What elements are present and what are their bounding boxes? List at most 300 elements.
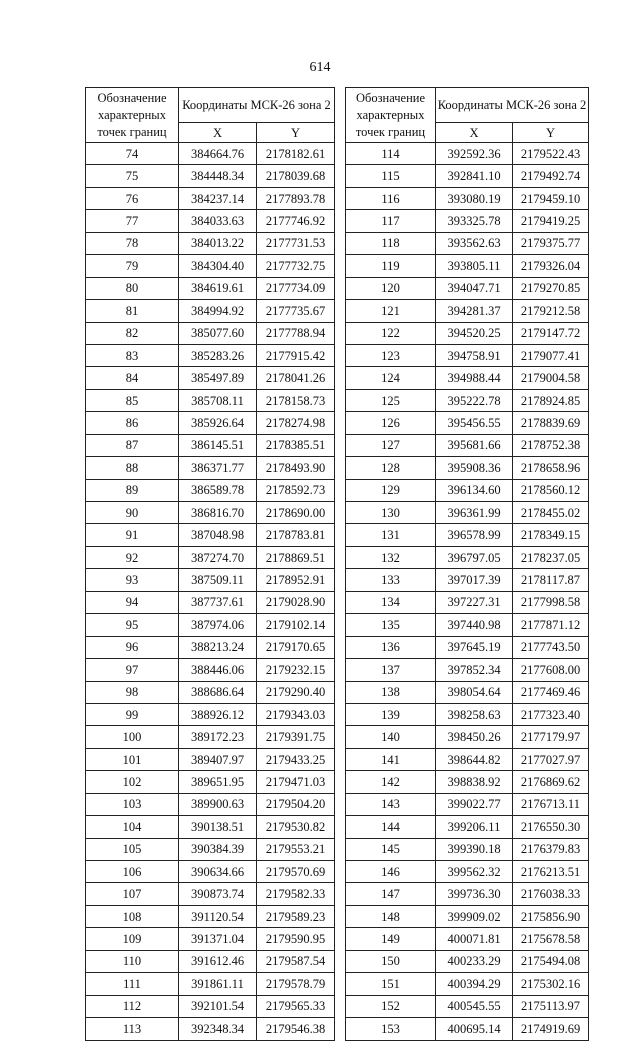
table-row	[86, 883, 335, 905]
y-coordinate-cell: 2176213.51	[513, 861, 589, 883]
point-number-cell: 111	[86, 973, 179, 995]
y-coordinate-cell: 2175678.58	[513, 928, 589, 950]
x-coordinate-cell: 393080.19	[436, 187, 513, 209]
y-coordinate-cell: 2177893.78	[257, 187, 335, 209]
table-row	[86, 389, 335, 411]
table-row	[86, 995, 335, 1017]
y-coordinate-cell: 2176379.83	[513, 838, 589, 860]
table-row	[86, 479, 335, 501]
x-coordinate-cell: 388213.24	[179, 636, 257, 658]
point-number-cell: 113	[86, 1018, 179, 1040]
y-coordinate-cell: 2177323.40	[513, 703, 589, 725]
x-coordinate-cell: 384237.14	[179, 187, 257, 209]
y-coordinate-cell: 2177743.50	[513, 636, 589, 658]
point-number-cell: 144	[346, 816, 436, 838]
table-row	[86, 1018, 335, 1040]
point-number-cell: 127	[346, 434, 436, 456]
y-coordinate-cell: 2174919.69	[513, 1018, 589, 1040]
x-coordinate-cell: 385926.64	[179, 412, 257, 434]
point-number-cell: 83	[86, 344, 179, 366]
x-coordinate-cell: 384619.61	[179, 277, 257, 299]
y-coordinate-cell: 2178839.69	[513, 412, 589, 434]
x-coordinate-cell: 384304.40	[179, 255, 257, 277]
point-number-cell: 91	[86, 524, 179, 546]
x-coordinate-cell: 400233.29	[436, 950, 513, 972]
x-coordinate-cell: 395222.78	[436, 389, 513, 411]
y-coordinate-cell: 2177179.97	[513, 726, 589, 748]
x-coordinate-cell: 385497.89	[179, 367, 257, 389]
point-number-cell: 130	[346, 502, 436, 524]
point-number-cell: 126	[346, 412, 436, 434]
x-coordinate-cell: 390138.51	[179, 816, 257, 838]
table-row	[86, 950, 335, 972]
y-header: Y	[257, 123, 335, 143]
y-coordinate-cell: 2176038.33	[513, 883, 589, 905]
table-row	[346, 344, 589, 366]
y-coordinate-cell: 2179270.85	[513, 277, 589, 299]
y-coordinate-cell: 2178924.85	[513, 389, 589, 411]
x-coordinate-cell: 388926.12	[179, 703, 257, 725]
table-row	[86, 187, 335, 209]
point-number-cell: 112	[86, 995, 179, 1017]
x-coordinate-cell: 392348.34	[179, 1018, 257, 1040]
point-number-cell: 125	[346, 389, 436, 411]
table-row	[346, 614, 589, 636]
table-row	[346, 905, 589, 927]
point-label-header: Обозначение характерных точек границ	[86, 88, 179, 143]
table-row	[346, 1018, 589, 1040]
coords-title-header: Координаты МСК-26 зона 2	[436, 88, 589, 123]
table-row	[86, 300, 335, 322]
table-row	[346, 232, 589, 254]
y-coordinate-cell: 2179147.72	[513, 322, 589, 344]
table-row	[86, 838, 335, 860]
x-coordinate-cell: 390634.66	[179, 861, 257, 883]
point-number-cell: 82	[86, 322, 179, 344]
table-row	[346, 591, 589, 613]
table-row	[346, 883, 589, 905]
x-coordinate-cell: 397440.98	[436, 614, 513, 636]
table-row	[86, 322, 335, 344]
table-row	[346, 165, 589, 187]
point-number-cell: 95	[86, 614, 179, 636]
coordinates-table-left	[85, 87, 335, 1041]
point-number-cell: 148	[346, 905, 436, 927]
table-row	[346, 703, 589, 725]
x-coordinate-cell: 398450.26	[436, 726, 513, 748]
y-coordinate-cell: 2178455.02	[513, 502, 589, 524]
y-coordinate-cell: 2179471.03	[257, 771, 335, 793]
y-coordinate-cell: 2178592.73	[257, 479, 335, 501]
table-row	[86, 928, 335, 950]
y-coordinate-cell: 2179590.95	[257, 928, 335, 950]
y-coordinate-cell: 2179589.23	[257, 905, 335, 927]
table-row	[346, 143, 589, 165]
y-coordinate-cell: 2178158.73	[257, 389, 335, 411]
y-coordinate-cell: 2179553.21	[257, 838, 335, 860]
x-coordinate-cell: 384033.63	[179, 210, 257, 232]
y-coordinate-cell: 2177027.97	[513, 748, 589, 770]
point-number-cell: 119	[346, 255, 436, 277]
y-coordinate-cell: 2179170.65	[257, 636, 335, 658]
x-coordinate-cell: 394281.37	[436, 300, 513, 322]
y-coordinate-cell: 2179232.15	[257, 659, 335, 681]
y-coordinate-cell: 2179530.82	[257, 816, 335, 838]
point-number-cell: 77	[86, 210, 179, 232]
table-row	[346, 569, 589, 591]
point-number-cell: 101	[86, 748, 179, 770]
x-coordinate-cell: 385077.60	[179, 322, 257, 344]
x-header: X	[179, 123, 257, 143]
x-coordinate-cell: 387048.98	[179, 524, 257, 546]
x-coordinate-cell: 389900.63	[179, 793, 257, 815]
y-coordinate-cell: 2176713.11	[513, 793, 589, 815]
x-coordinate-cell: 391612.46	[179, 950, 257, 972]
point-number-cell: 94	[86, 591, 179, 613]
point-number-cell: 141	[346, 748, 436, 770]
point-number-cell: 102	[86, 771, 179, 793]
x-coordinate-cell: 390873.74	[179, 883, 257, 905]
point-label-header: Обозначение характерных точек границ	[346, 88, 436, 143]
table-row	[346, 726, 589, 748]
x-coordinate-cell: 392101.54	[179, 995, 257, 1017]
point-number-cell: 85	[86, 389, 179, 411]
point-number-cell: 143	[346, 793, 436, 815]
table-row	[346, 255, 589, 277]
table-body	[86, 143, 335, 1041]
x-coordinate-cell: 397645.19	[436, 636, 513, 658]
table-row	[86, 546, 335, 568]
y-coordinate-cell: 2176869.62	[513, 771, 589, 793]
point-number-cell: 131	[346, 524, 436, 546]
x-coordinate-cell: 384994.92	[179, 300, 257, 322]
x-coordinate-cell: 387737.61	[179, 591, 257, 613]
x-coordinate-cell: 391371.04	[179, 928, 257, 950]
point-number-cell: 90	[86, 502, 179, 524]
y-coordinate-cell: 2177746.92	[257, 210, 335, 232]
table-row	[346, 995, 589, 1017]
point-number-cell: 151	[346, 973, 436, 995]
point-number-cell: 139	[346, 703, 436, 725]
point-number-cell: 133	[346, 569, 436, 591]
point-number-cell: 122	[346, 322, 436, 344]
x-coordinate-cell: 387974.06	[179, 614, 257, 636]
x-coordinate-cell: 400071.81	[436, 928, 513, 950]
y-coordinate-cell: 2179028.90	[257, 591, 335, 613]
y-coordinate-cell: 2178117.87	[513, 569, 589, 591]
point-number-cell: 80	[86, 277, 179, 299]
table-row	[346, 659, 589, 681]
point-number-cell: 134	[346, 591, 436, 613]
x-coordinate-cell: 389172.23	[179, 726, 257, 748]
point-number-cell: 137	[346, 659, 436, 681]
y-coordinate-cell: 2179522.43	[513, 143, 589, 165]
point-number-cell: 87	[86, 434, 179, 456]
point-number-cell: 106	[86, 861, 179, 883]
table-row	[346, 950, 589, 972]
table-row	[346, 793, 589, 815]
y-coordinate-cell: 2177998.58	[513, 591, 589, 613]
y-coordinate-cell: 2177608.00	[513, 659, 589, 681]
table-row	[86, 210, 335, 232]
coords-title-header: Координаты МСК-26 зона 2	[179, 88, 335, 123]
x-coordinate-cell: 391861.11	[179, 973, 257, 995]
x-coordinate-cell: 391120.54	[179, 905, 257, 927]
x-coordinate-cell: 399206.11	[436, 816, 513, 838]
x-coordinate-cell: 384448.34	[179, 165, 257, 187]
y-coordinate-cell: 2178560.12	[513, 479, 589, 501]
table-row	[86, 457, 335, 479]
table-row	[86, 681, 335, 703]
point-number-cell: 74	[86, 143, 179, 165]
point-number-cell: 86	[86, 412, 179, 434]
point-number-cell: 97	[86, 659, 179, 681]
x-coordinate-cell: 398644.82	[436, 748, 513, 770]
table-row	[346, 973, 589, 995]
y-coordinate-cell: 2178349.15	[513, 524, 589, 546]
y-coordinate-cell: 2178952.91	[257, 569, 335, 591]
y-coordinate-cell: 2179459.10	[513, 187, 589, 209]
point-number-cell: 129	[346, 479, 436, 501]
table-row	[86, 748, 335, 770]
point-number-cell: 118	[346, 232, 436, 254]
x-coordinate-cell: 394988.44	[436, 367, 513, 389]
table-row	[86, 861, 335, 883]
table-row	[86, 726, 335, 748]
y-coordinate-cell: 2178237.05	[513, 546, 589, 568]
x-coordinate-cell: 385283.26	[179, 344, 257, 366]
table-row	[86, 367, 335, 389]
x-coordinate-cell: 384664.76	[179, 143, 257, 165]
y-coordinate-cell: 2179433.25	[257, 748, 335, 770]
x-coordinate-cell: 387509.11	[179, 569, 257, 591]
y-coordinate-cell: 2175856.90	[513, 905, 589, 927]
x-coordinate-cell: 399736.30	[436, 883, 513, 905]
y-coordinate-cell: 2175302.16	[513, 973, 589, 995]
x-coordinate-cell: 397017.39	[436, 569, 513, 591]
y-coordinate-cell: 2179326.04	[513, 255, 589, 277]
table-row	[346, 322, 589, 344]
x-coordinate-cell: 399022.77	[436, 793, 513, 815]
y-coordinate-cell: 2179004.58	[513, 367, 589, 389]
y-coordinate-cell: 2179343.03	[257, 703, 335, 725]
table-row	[86, 569, 335, 591]
point-number-cell: 152	[346, 995, 436, 1017]
y-coordinate-cell: 2179212.58	[513, 300, 589, 322]
point-number-cell: 117	[346, 210, 436, 232]
point-number-cell: 150	[346, 950, 436, 972]
point-number-cell: 128	[346, 457, 436, 479]
point-number-cell: 149	[346, 928, 436, 950]
table-body	[346, 143, 589, 1041]
table-row	[346, 187, 589, 209]
x-coordinate-cell: 384013.22	[179, 232, 257, 254]
point-number-cell: 136	[346, 636, 436, 658]
point-number-cell: 109	[86, 928, 179, 950]
table-row	[346, 412, 589, 434]
x-coordinate-cell: 386145.51	[179, 434, 257, 456]
x-coordinate-cell: 398054.64	[436, 681, 513, 703]
point-number-cell: 132	[346, 546, 436, 568]
y-coordinate-cell: 2179077.41	[513, 344, 589, 366]
x-coordinate-cell: 393805.11	[436, 255, 513, 277]
x-coordinate-cell: 396361.99	[436, 502, 513, 524]
point-number-cell: 114	[346, 143, 436, 165]
y-coordinate-cell: 2179290.40	[257, 681, 335, 703]
table-row	[86, 277, 335, 299]
y-coordinate-cell: 2178274.98	[257, 412, 335, 434]
table-row	[346, 502, 589, 524]
x-coordinate-cell: 394047.71	[436, 277, 513, 299]
x-header: X	[436, 123, 513, 143]
table-row	[346, 681, 589, 703]
y-coordinate-cell: 2179391.75	[257, 726, 335, 748]
point-number-cell: 78	[86, 232, 179, 254]
y-coordinate-cell: 2179546.38	[257, 1018, 335, 1040]
point-number-cell: 103	[86, 793, 179, 815]
y-coordinate-cell: 2177732.75	[257, 255, 335, 277]
y-coordinate-cell: 2178658.96	[513, 457, 589, 479]
table-row	[346, 479, 589, 501]
table-row	[86, 659, 335, 681]
x-coordinate-cell: 386371.77	[179, 457, 257, 479]
x-coordinate-cell: 395908.36	[436, 457, 513, 479]
y-coordinate-cell: 2179492.74	[513, 165, 589, 187]
x-coordinate-cell: 399562.32	[436, 861, 513, 883]
table-row	[86, 816, 335, 838]
point-number-cell: 116	[346, 187, 436, 209]
x-coordinate-cell: 394758.91	[436, 344, 513, 366]
table-row	[86, 771, 335, 793]
y-coordinate-cell: 2175113.97	[513, 995, 589, 1017]
y-coordinate-cell: 2179587.54	[257, 950, 335, 972]
x-coordinate-cell: 396797.05	[436, 546, 513, 568]
table-row	[86, 502, 335, 524]
y-coordinate-cell: 2177788.94	[257, 322, 335, 344]
y-coordinate-cell: 2178041.26	[257, 367, 335, 389]
table-row	[346, 636, 589, 658]
page-number: 614	[309, 60, 331, 75]
table-row	[86, 614, 335, 636]
y-coordinate-cell: 2179375.77	[513, 232, 589, 254]
table-row	[346, 300, 589, 322]
table-row	[86, 255, 335, 277]
y-coordinate-cell: 2177871.12	[513, 614, 589, 636]
x-coordinate-cell: 395456.55	[436, 412, 513, 434]
table-row	[86, 905, 335, 927]
table-row	[346, 838, 589, 860]
point-number-cell: 147	[346, 883, 436, 905]
table-row	[346, 524, 589, 546]
x-coordinate-cell: 389651.95	[179, 771, 257, 793]
x-coordinate-cell: 398258.63	[436, 703, 513, 725]
point-number-cell: 105	[86, 838, 179, 860]
table-row	[86, 165, 335, 187]
table-row	[346, 277, 589, 299]
point-number-cell: 115	[346, 165, 436, 187]
y-coordinate-cell: 2178783.81	[257, 524, 335, 546]
point-number-cell: 123	[346, 344, 436, 366]
table-row	[346, 816, 589, 838]
y-coordinate-cell: 2176550.30	[513, 816, 589, 838]
table-row	[346, 457, 589, 479]
point-number-cell: 84	[86, 367, 179, 389]
y-coordinate-cell: 2175494.08	[513, 950, 589, 972]
x-coordinate-cell: 400695.14	[436, 1018, 513, 1040]
y-coordinate-cell: 2178752.38	[513, 434, 589, 456]
x-coordinate-cell: 392841.10	[436, 165, 513, 187]
point-number-cell: 145	[346, 838, 436, 860]
x-coordinate-cell: 396578.99	[436, 524, 513, 546]
table-row	[86, 524, 335, 546]
x-coordinate-cell: 387274.70	[179, 546, 257, 568]
point-number-cell: 142	[346, 771, 436, 793]
point-number-cell: 107	[86, 883, 179, 905]
point-number-cell: 93	[86, 569, 179, 591]
y-coordinate-cell: 2177915.42	[257, 344, 335, 366]
y-coordinate-cell: 2178690.00	[257, 502, 335, 524]
point-number-cell: 138	[346, 681, 436, 703]
x-coordinate-cell: 389407.97	[179, 748, 257, 770]
y-coordinate-cell: 2178039.68	[257, 165, 335, 187]
point-number-cell: 153	[346, 1018, 436, 1040]
point-number-cell: 92	[86, 546, 179, 568]
y-coordinate-cell: 2179504.20	[257, 793, 335, 815]
point-number-cell: 88	[86, 457, 179, 479]
table-row	[86, 143, 335, 165]
x-coordinate-cell: 400394.29	[436, 973, 513, 995]
point-number-cell: 104	[86, 816, 179, 838]
x-coordinate-cell: 392592.36	[436, 143, 513, 165]
table-row	[86, 793, 335, 815]
point-number-cell: 124	[346, 367, 436, 389]
y-coordinate-cell: 2177469.46	[513, 681, 589, 703]
x-coordinate-cell: 400545.55	[436, 995, 513, 1017]
table-row	[86, 344, 335, 366]
point-number-cell: 96	[86, 636, 179, 658]
table-row	[86, 412, 335, 434]
y-coordinate-cell: 2178869.51	[257, 546, 335, 568]
y-coordinate-cell: 2179102.14	[257, 614, 335, 636]
y-header: Y	[513, 123, 589, 143]
x-coordinate-cell: 396134.60	[436, 479, 513, 501]
table-row	[346, 861, 589, 883]
x-coordinate-cell: 385708.11	[179, 389, 257, 411]
x-coordinate-cell: 398838.92	[436, 771, 513, 793]
table-row	[346, 771, 589, 793]
y-coordinate-cell: 2179565.33	[257, 995, 335, 1017]
table-row	[346, 546, 589, 568]
x-coordinate-cell: 397852.34	[436, 659, 513, 681]
point-number-cell: 110	[86, 950, 179, 972]
table-row	[346, 928, 589, 950]
x-coordinate-cell: 395681.66	[436, 434, 513, 456]
table-row	[346, 748, 589, 770]
table-row	[86, 232, 335, 254]
y-coordinate-cell: 2177735.67	[257, 300, 335, 322]
table-row	[346, 367, 589, 389]
y-coordinate-cell: 2179419.25	[513, 210, 589, 232]
table-row	[346, 210, 589, 232]
point-number-cell: 140	[346, 726, 436, 748]
y-coordinate-cell: 2179582.33	[257, 883, 335, 905]
y-coordinate-cell: 2177731.53	[257, 232, 335, 254]
x-coordinate-cell: 386589.78	[179, 479, 257, 501]
table-row	[346, 389, 589, 411]
y-coordinate-cell: 2178493.90	[257, 457, 335, 479]
point-number-cell: 121	[346, 300, 436, 322]
table-row	[346, 434, 589, 456]
